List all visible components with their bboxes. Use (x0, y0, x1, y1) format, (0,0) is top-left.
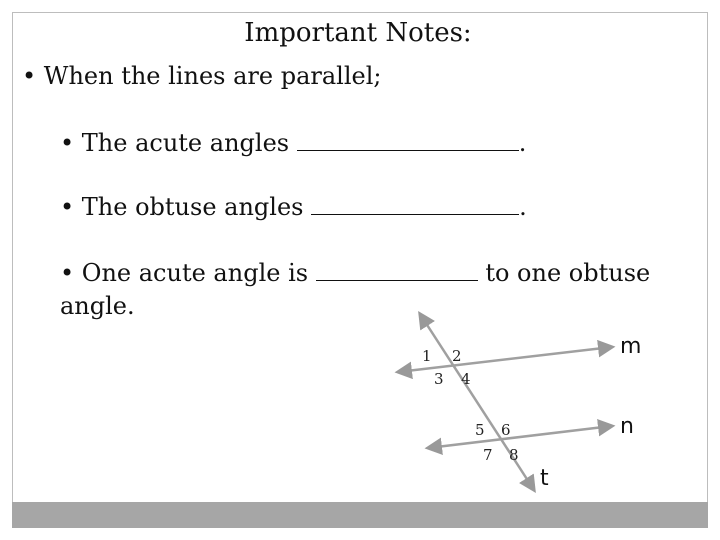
angle-label-5: 5 (475, 421, 485, 439)
line-label-t: t (540, 466, 549, 491)
slide-footer-bar (12, 502, 708, 528)
bullet-acute-period: . (518, 129, 527, 157)
bullet-obtuse-text: • The obtuse angles (60, 193, 312, 221)
bullet-relation-text: • One acute angle is (60, 259, 316, 287)
angle-label-8: 8 (509, 446, 519, 464)
angle-label-7: 7 (483, 446, 493, 464)
bullet-relation-suffix: to one obtuse (477, 259, 651, 287)
bullet-relation-line2: angle. (60, 292, 135, 320)
line-label-n: n (620, 414, 634, 439)
angle-label-3: 3 (434, 370, 444, 388)
line-n (428, 426, 612, 448)
bullet-parallel-lines: • When the lines are parallel; (22, 62, 382, 90)
angle-label-6: 6 (501, 421, 511, 439)
angle-label-2: 2 (452, 347, 462, 365)
slide-title: Important Notes: (244, 18, 472, 48)
bullet-obtuse-period: . (519, 193, 527, 221)
angle-label-4: 4 (461, 370, 471, 388)
angle-label-1: 1 (422, 347, 432, 365)
line-label-m: m (620, 334, 642, 359)
bullet-acute-text: • The acute angles (60, 129, 297, 157)
